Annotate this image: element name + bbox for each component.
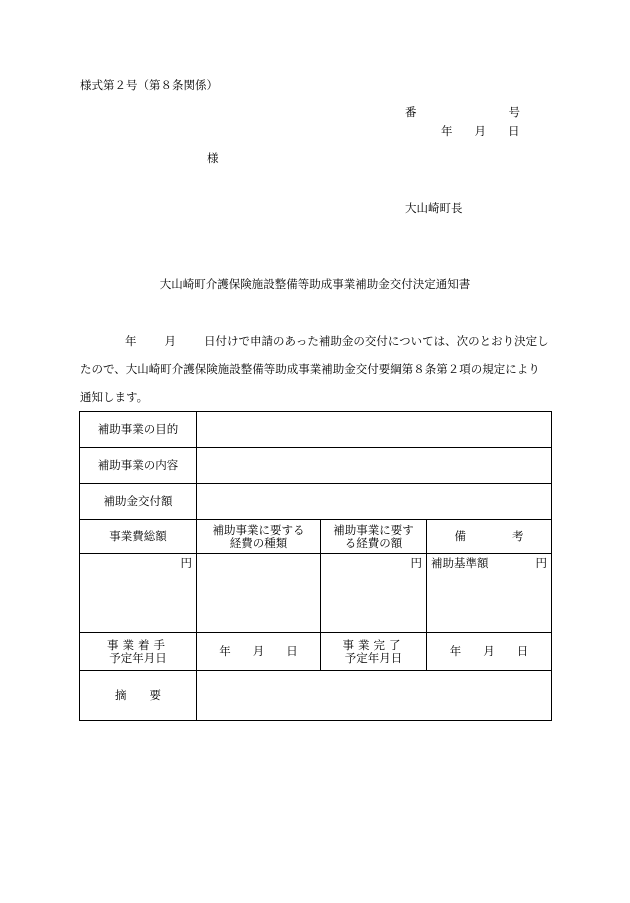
number-label: 番	[405, 105, 417, 119]
content-label: 補助事業の内容	[80, 448, 197, 484]
date-day: 日	[508, 124, 520, 138]
body-line-2: たので、大山崎町介護保険施設整備等助成事業補助金交付要綱第８条第２項の規定により	[80, 362, 540, 376]
expense-amount-yen: 円	[321, 554, 427, 633]
standard-amount-cell	[427, 554, 552, 633]
date-month: 月	[474, 124, 486, 138]
cost-header-row	[80, 520, 552, 554]
body-line-1	[125, 336, 549, 348]
expense-amount-label: 補助事業に要す る経費の額	[321, 520, 427, 554]
body-month: 月	[164, 334, 176, 348]
document-number-line	[405, 107, 520, 119]
standard-amount-yen: 円	[535, 556, 548, 570]
issue-date-line	[441, 126, 520, 138]
grant-amount-row	[80, 484, 552, 520]
summary-label: 摘 要	[80, 671, 197, 721]
body-line1-text: 日付けで申請のあった補助金の交付については、次のとおり決定し	[204, 334, 549, 348]
schedule-row	[80, 633, 552, 671]
summary-value	[197, 671, 552, 721]
start-date-label: 事業着手 予定年月日	[80, 633, 197, 671]
recipient-suffix: 様	[207, 151, 219, 165]
purpose-value	[197, 412, 552, 448]
purpose-label: 補助事業の目的	[80, 412, 197, 448]
number-suffix: 号	[508, 105, 520, 119]
cost-value-row	[80, 554, 552, 633]
end-date-value: 年 月 日	[427, 633, 552, 671]
body-line-3: 通知します。	[80, 390, 149, 404]
issuer-name: 大山崎町長	[405, 201, 463, 215]
grant-amount-label: 補助金交付額	[80, 484, 197, 520]
total-cost-label: 事業費総額	[80, 520, 197, 554]
document-title: 大山崎町介護保険施設整備等助成事業補助金交付決定通知書	[159, 277, 471, 291]
grant-decision-table	[79, 411, 552, 721]
grant-amount-value	[197, 484, 552, 520]
form-number: 様式第２号（第８条関係）	[80, 78, 218, 92]
total-cost-yen: 円	[80, 554, 197, 633]
body-year: 年	[125, 334, 137, 348]
start-date-value: 年 月 日	[197, 633, 321, 671]
purpose-row	[80, 412, 552, 448]
date-year: 年	[441, 124, 453, 138]
expense-type-label: 補助事業に要する 経費の種類	[197, 520, 321, 554]
summary-row	[80, 671, 552, 721]
standard-amount-label: 補助基準額	[431, 556, 489, 570]
remarks-label: 備 考	[427, 520, 552, 554]
content-value	[197, 448, 552, 484]
content-row	[80, 448, 552, 484]
end-date-label: 事業完了 予定年月日	[321, 633, 427, 671]
expense-type-value	[197, 554, 321, 633]
